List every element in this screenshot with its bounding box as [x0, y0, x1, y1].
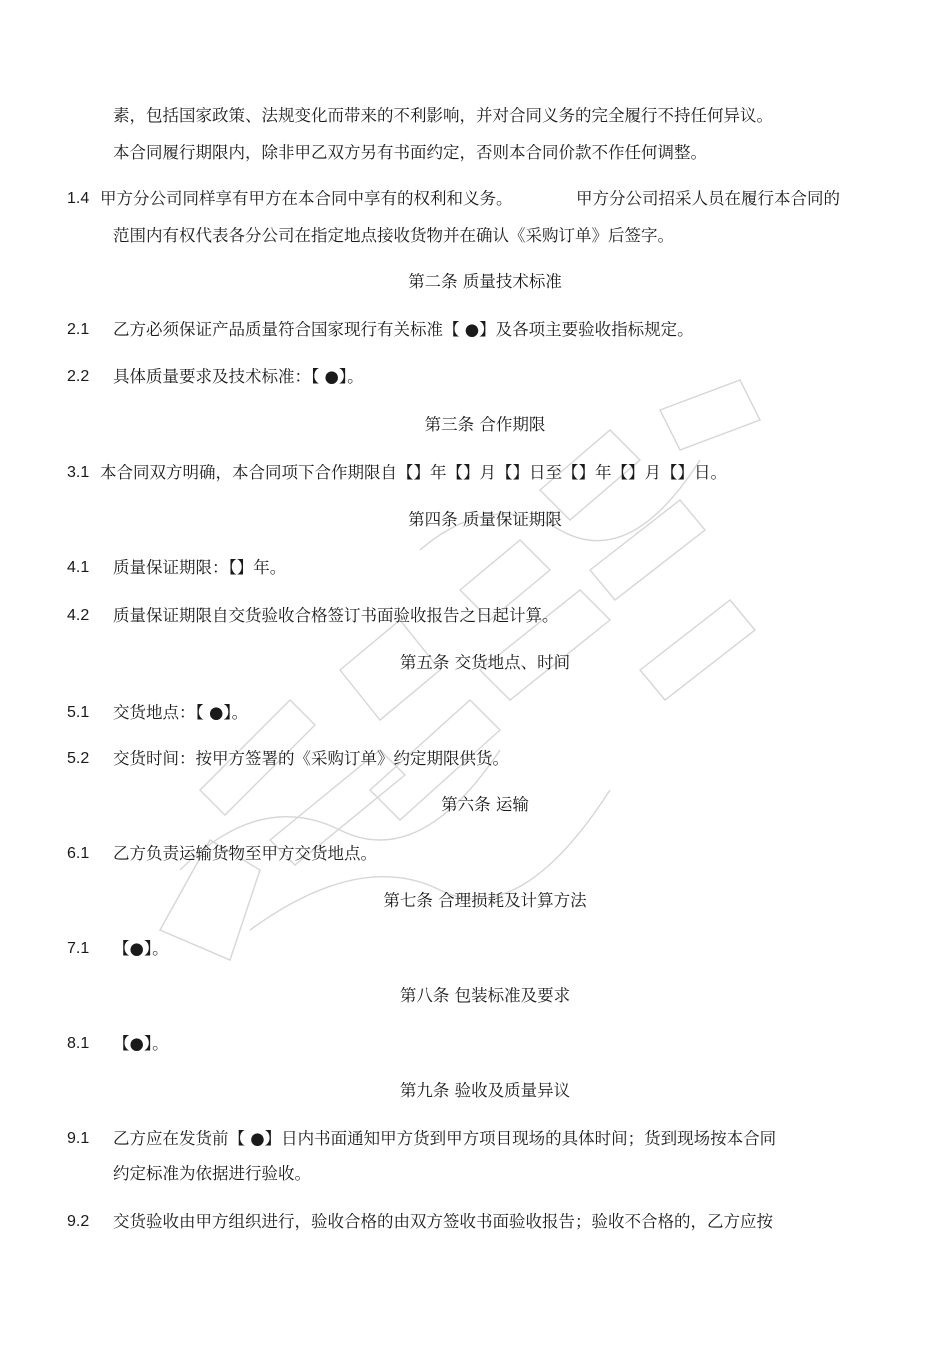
article-9-heading: 第九条 验收及质量异议	[399, 1081, 571, 1100]
clause-7-1-text: 【●】。	[113, 939, 169, 958]
clause-9-1-text-a: 乙方应在发货前【 ●】日内书面通知甲方货到甲方项目现场的具体时间；货到现场按本合同	[113, 1129, 777, 1148]
article-5-heading: 第五条 交货地点、时间	[399, 653, 571, 672]
article-2-heading: 第二条 质量技术标准	[408, 272, 562, 291]
clause-number-5-1: 5.1	[67, 704, 90, 721]
intro-line-2: 本合同履行期限内，除非甲乙双方另有书面约定，否则本合同价款不作任何调整。	[113, 143, 707, 162]
clause-6-1-text: 乙方负责运输货物至甲方交货地点。	[113, 844, 377, 863]
clause-5-1-text: 交货地点：【 ●】。	[113, 703, 249, 722]
clause-number-4-1: 4.1	[67, 559, 90, 576]
intro-line-1: 素，包括国家政策、法规变化而带来的不利影响，并对合同义务的完全履行不持任何异议。	[113, 106, 773, 125]
clause-number-9-2: 9.2	[67, 1213, 90, 1230]
clause-number-7-1: 7.1	[67, 940, 90, 957]
clause-number-4-2: 4.2	[67, 607, 90, 624]
clause-number-6-1: 6.1	[67, 845, 90, 862]
article-7-heading: 第七条 合理损耗及计算方法	[383, 891, 587, 910]
article-4-heading: 第四条 质量保证期限	[408, 510, 562, 529]
clause-9-2-text: 交货验收由甲方组织进行，验收合格的由双方签收书面验收报告；验收不合格的，乙方应按	[113, 1212, 773, 1231]
clause-number-1-4: 1.4	[67, 190, 90, 207]
clause-8-1-text: 【●】。	[113, 1034, 169, 1053]
clause-4-1-text: 质量保证期限：【】年。	[113, 558, 287, 577]
clause-1-4-text-c: 范围内有权代表各分公司在指定地点接收货物并在确认《采购订单》后签字。	[113, 226, 674, 245]
article-3-heading: 第三条 合作期限	[424, 415, 546, 434]
clause-2-2-text: 具体质量要求及技术标准：【 ●】。	[113, 367, 364, 386]
clause-number-2-2: 2.2	[67, 368, 90, 385]
clause-3-1-text: 本合同双方明确，本合同项下合作期限自【】年【】月【】日至【】年【】月【】日。	[100, 463, 727, 482]
article-6-heading: 第六条 运输	[441, 795, 529, 814]
clause-number-9-1: 9.1	[67, 1130, 90, 1147]
clause-9-1-text-b: 约定标准为依据进行验收。	[113, 1164, 311, 1183]
clause-1-4-text-b: 甲方分公司招采人员在履行本合同的	[576, 189, 840, 208]
clause-5-2-text: 交货时间：按甲方签署的《采购订单》约定期限供货。	[113, 749, 509, 768]
clause-number-5-2: 5.2	[67, 750, 90, 767]
clause-number-2-1: 2.1	[67, 321, 90, 338]
clause-2-1-text: 乙方必须保证产品质量符合国家现行有关标准【 ●】及各项主要验收指标规定。	[113, 320, 694, 339]
clause-1-4-text-a: 甲方分公司同样享有甲方在本合同中享有的权利和义务。	[100, 189, 513, 208]
clause-number-3-1: 3.1	[67, 464, 90, 481]
clause-4-2-text: 质量保证期限自交货验收合格签订书面验收报告之日起计算。	[113, 606, 559, 625]
clause-number-8-1: 8.1	[67, 1035, 90, 1052]
article-8-heading: 第八条 包装标准及要求	[399, 986, 571, 1005]
